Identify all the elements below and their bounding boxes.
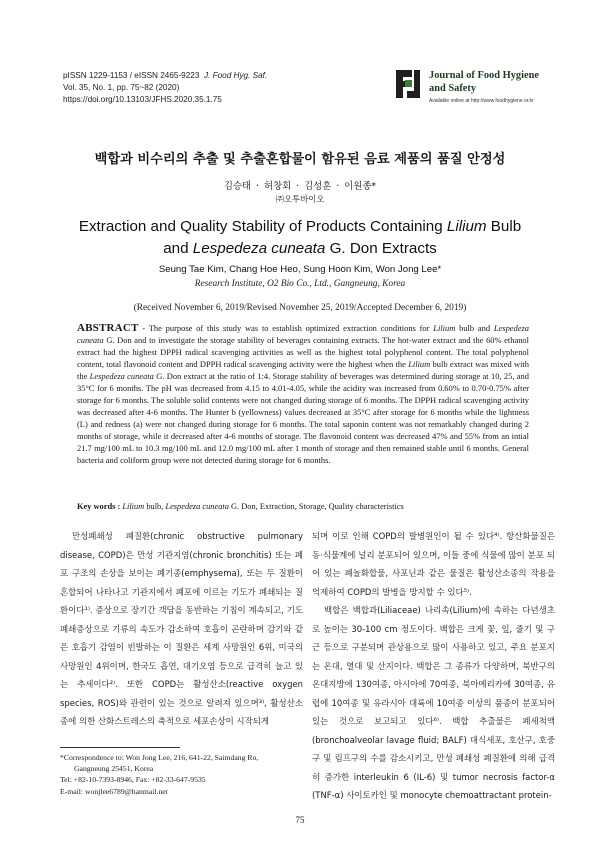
journal-title — [429, 70, 539, 95]
journal-url[interactable]: Available online at http://www.foodhygiene.or.kr — [429, 98, 534, 104]
footnote-divider — [60, 747, 180, 748]
abstract-italic-4: Lespedeza cuneata — [89, 371, 154, 381]
keyword-italic-2: Lespedeza cuneata — [165, 502, 229, 511]
title-en-text-3: and — [163, 240, 193, 257]
title-en-text-1: Extraction and Quality Stability of Products Containing — [78, 218, 447, 235]
title-english-line1 — [0, 216, 600, 238]
doi-link[interactable]: https://doi.org/10.13103/JFHS.2020.35.1.75 — [63, 95, 222, 104]
authors-korean: 김승태 · 허창회 · 김성훈 · 이원종* — [223, 181, 377, 192]
abstract-text-5: G. Don extract at the ratio of 1:4. Storage stability of beverages was determined during storage at 10, 25, and 35°C for 6 months. The pH was decreased from 4.15 to 4.01-4.05, while the acidity was increased from 0.60% to 0.70-0.75% after storage for 6 months. The soluble solid contents were not changed during storage of 6 months. The DPPH radical scavenging activity was decreased after 4-6 months. The Hunter b (yellowness) values decreased at 35°C after storage for 6 months while the lightness (L) and redness (a) were not changed during storage for 6 months. The total saponin content was not remarkably changed during 2 months of storage, while it decreased after 4-6 months of storage. The flavonoid content was decreased 47% and 55% from an intial 21.7 mg/100 mL to 10.3 mg/100 mL and 12.0 mg/100 mL after 1 month of storage and then remained stable until 6 months. General bacteria and coliform group were not detected during storage for 6 months. — [77, 371, 529, 465]
footnote-line: Gangneung 25451, Korea — [74, 764, 154, 774]
authors-english: Seung Tae Kim, Chang Hoe Heo, Sung Hoon Kim, Won Jong Lee* — [158, 264, 442, 275]
issn-line — [63, 70, 267, 82]
journal-citation-header — [63, 70, 267, 106]
keywords-label: Key words : — [77, 502, 121, 511]
abstract-italic-2: Lespedeza cuneata — [77, 323, 530, 345]
abstract — [77, 322, 529, 466]
correspondence-footnote — [60, 752, 306, 797]
title-english — [0, 216, 600, 260]
body-column-right — [312, 527, 555, 805]
body-paragraph: 되며 이로 인해 COPD의 발병원인이 될 수 있다⁴⁾. 항산화물질은 동·식물계에 널리 분포되어 있으며, 이들 중에 식물에 많이 분포 되어 있는 폐놀화합물, 사포닌과 같은 물질은 활성산소종의 작용을 억제하여 COPD의 발병을 방지할 수 있다⁵⁾. — [312, 531, 555, 597]
footnote-line: *Correspondence to: Won Jong Lee, 216, 641-22, Saimdang Ro, — [60, 753, 259, 762]
journal-logo-icon — [392, 67, 424, 101]
body-paragraph: 만성폐쇄성 폐질환(chronic obstructive pulmonary disease, COPD)은 만성 기관지염(chronic bronchitis) 또는 폐포 구조의 손상을 보이는 폐기종(emphysema), 또는 두 질환이 혼합되어 나타나고 기관지에서 폐포에 이르는 기도가 폐쇄되는 질환이다¹⁾. 증상으로 장기간 객담을 동반하는 기침이 계속되고, 기도 폐쇄증상으로 기류의 속도가 감소하여 호흡이 곤란하며 감기와 같은 호흡기 감염이 빈발하는 이 질환은 세계 사망원인 6위, 미국의 사망원인 4위이며, 한국도 흡연, 대기오염 등으로 급격히 늘고 있는 추세이다²⁾. 또한 COPD는 활성산소(reactive oxygen species, ROS)와 관련이 있는 것으로 알려져 있으며³⁾, 활성산소종에 의한 산화스트레스의 축적으로 세포손상이 시작되게 — [60, 531, 303, 726]
footnote-line: Tel: +82-10-7393-8946, Fax: +82-33-647-9535 — [60, 775, 206, 785]
keyword-italic-1: Lilium — [122, 502, 145, 511]
abstract-text-2: bulb and — [455, 323, 494, 333]
body-paragraph: 백합은 백합과(Liliaceae) 나리속(Lilium)에 속하는 다년생초로 높이는 30-100 cm 정도이다. 백합은 크게 꽃, 잎, 줄기 및 구근 등으로 구분되며 관상용으로 많이 사용하고 있고, 주요 분포지는 온대, 열대 및 산지이다. 백합은 그 종류가 다양하며, 북반구의 온대지방에 130여종, 아시아에 70여종, 북아메리카에 30여종, 유럽에 10여종 및 유라시아 대륙에 10여종 이상의 품종이 분포되어 있는 것으로 보고되고 있다⁶⁾. 백합 추출물은 폐세척액(bronchoalveolar lavage fluid; BALF) 대식세포, 호산구, 호중구 및 림프구의 수를 감소시키고, 만성 폐쇄성 폐질환에 의해 급격히 증가한 interleukin 6 (IL-6) 및 tumor necrosis factor-α (TNF-α) 사이토카인 및 monocyte chemoattractant protein- — [312, 605, 555, 800]
journal-logo — [392, 67, 539, 107]
body-column-left — [60, 527, 303, 731]
abstract-label: ABSTRACT — [77, 322, 139, 334]
journal-title-line2: and Safety — [429, 82, 477, 94]
title-en-text-4: G. Don Extracts — [325, 240, 437, 257]
abstract-italic-3: Lilium — [408, 359, 431, 369]
journal-abbrev: J. Food Hyg. Saf. — [203, 71, 268, 80]
abstract-text-1: - The purpose of this study was to establish optimized extraction conditions for — [138, 323, 434, 333]
page-number: 75 — [295, 815, 305, 825]
affiliation-korean: ㈜오투바이오 — [275, 194, 325, 204]
abstract-text-4: bulb extract was mixed with the — [77, 359, 529, 381]
footnote-email[interactable]: E-mail: wonjlee6789@hanmail.net — [60, 786, 168, 796]
volume-line: Vol. 35, No. 1, pp. 75~82 (2020) — [63, 83, 180, 92]
title-en-italic-1: Lilium — [446, 218, 487, 235]
abstract-italic-1: Lilium — [433, 323, 456, 333]
title-english-line2 — [0, 238, 600, 260]
abstract-text-3: G. Don and to investigate the storage stability of beverages containing extracts. The hot-water extract and the 60% ethanol extract had the highest DPPH radical scavenging activities as well as the highest total polyphenol content. The total polyphenol content, total flavonoid content and DPPH radical scavenging activity were the highest when the — [77, 335, 529, 369]
keyword-text-1: bulb, — [144, 502, 166, 511]
keyword-text-2: G. Don, Extraction, Storage, Quality characteristics — [228, 502, 404, 511]
title-en-italic-2: Lespedeza cuneata — [192, 240, 326, 257]
journal-title-line1: Journal of Food Hygiene — [429, 70, 539, 81]
affiliation-english: Research Institute, O2 Bio Co., Ltd., Gangneung, Korea — [194, 279, 406, 289]
keywords — [77, 501, 529, 513]
received-dates: (Received November 6, 2019/Revised November 25, 2019/Accepted December 6, 2019) — [133, 303, 467, 313]
issn-text: pISSN 1229-1153 / eISSN 2465-9223 — [63, 71, 200, 80]
title-en-text-2: Bulb — [486, 218, 522, 235]
title-korean: 백합과 비수리의 추출 및 추출혼합물이 함유된 음료 제품의 품질 안정성 — [94, 152, 506, 167]
